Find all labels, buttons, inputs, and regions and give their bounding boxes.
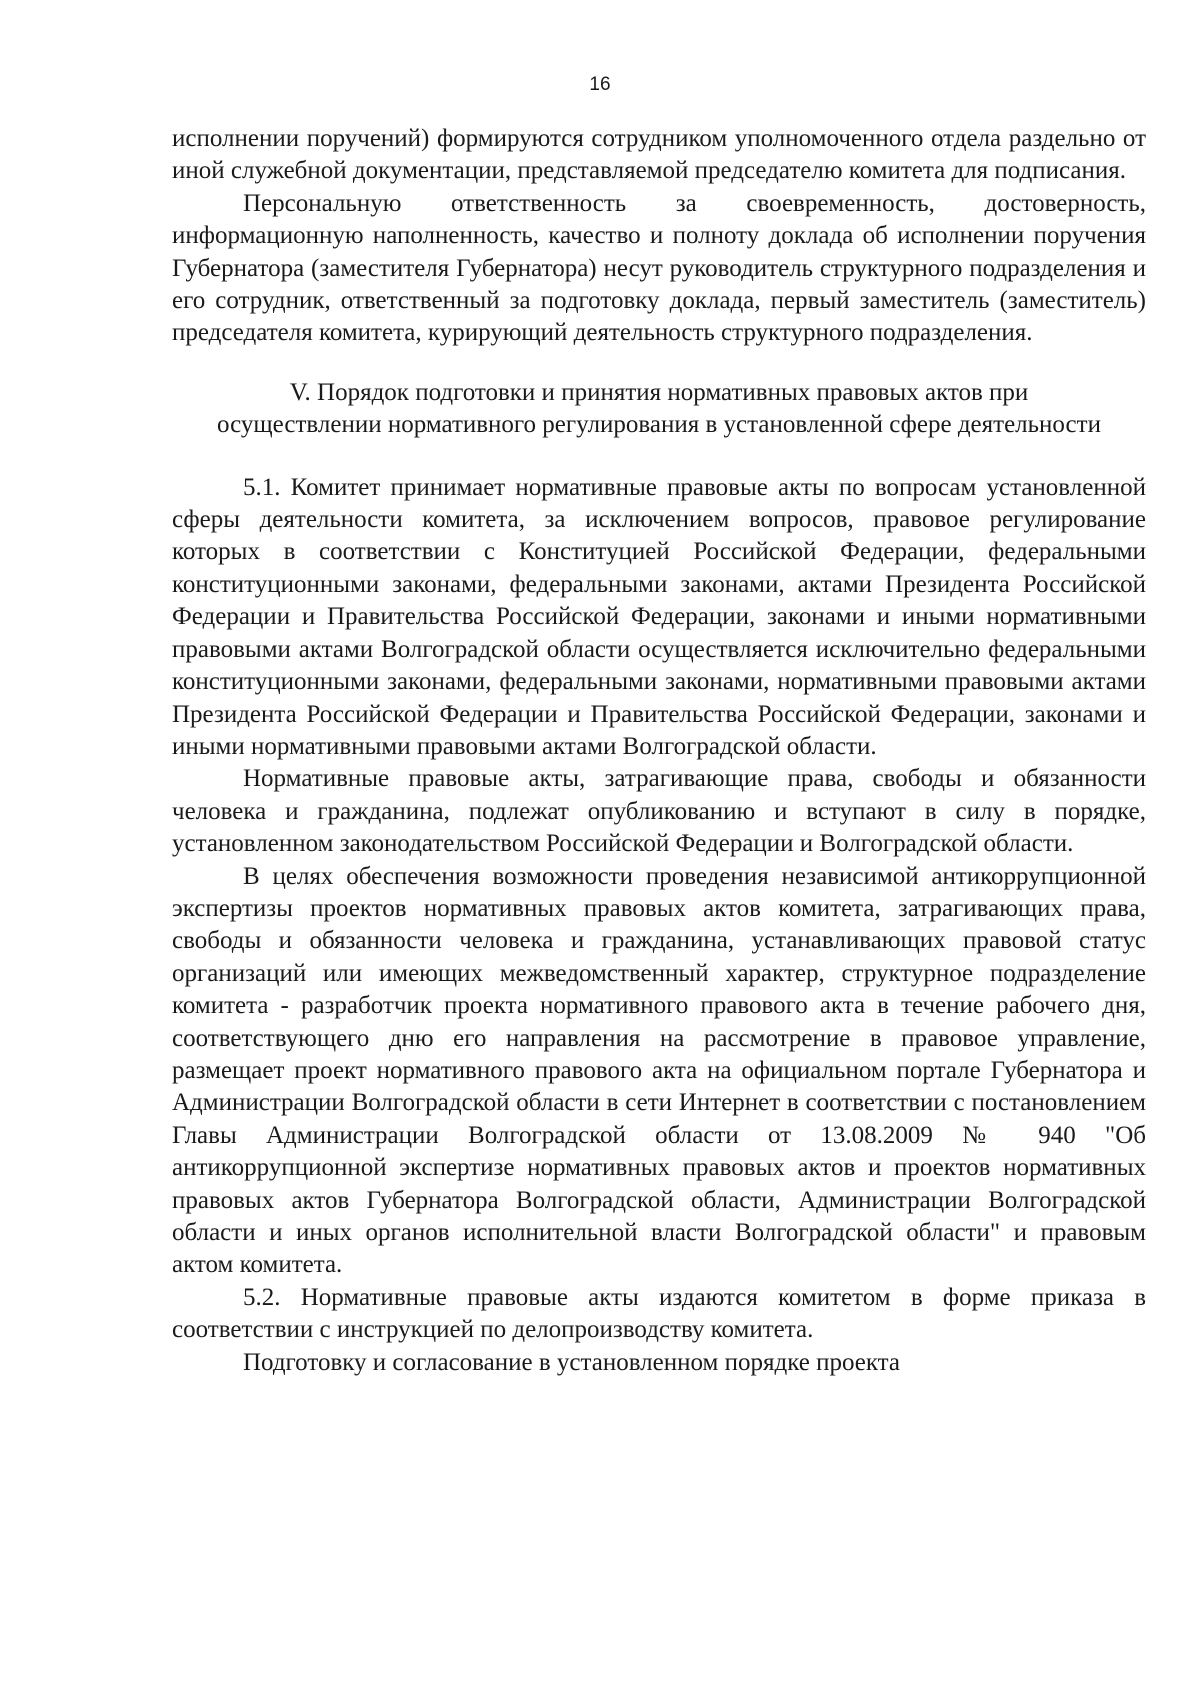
paragraph-5-2: 5.2. Нормативные правовые акты издаются комитетом в форме приказа в соответствии с инструкцией по делопроизводству комитета. (172, 1283, 1146, 1344)
document-body (172, 123, 1146, 1379)
paragraph-continuation: исполнении поручений) формируются сотрудником уполномоченного отдела раздельно от иной служебной документации, представляемой председателю комитета для подписания. (172, 125, 1146, 185)
paragraph-anticorruption: В целях обеспечения возможности проведения независимой антикоррупционной экспертизы проектов нормативных правовых актов комитета, затрагивающих права, свободы и обязанности человека и гражданина, устанавливающих правовой статус организаций или имеющих межведомственный характер, структурное подразделение комитета - разработчик проекта нормативного правового акта в течение рабочего дня, соответствующего дню его направления на рассмотрение в правовое управление, размещает проект нормативного правового акта на официальном портале Губернатора и Администрации Волгоградской области в сети Интернет в соответствии с постановлением Главы Администрации Волгоградской области от 13.08.2009 № 940 "Об антикоррупционной экспертизе нормативных правовых актов и проектов нормативных правовых актов Губернатора Волгоградской области, Администрации Волгоградской области и иных органов исполнительной власти Волгоградской области" и правовым актом комитета. (172, 862, 1146, 1279)
page-number: 16 (589, 74, 611, 95)
paragraph-responsibility: Персональную ответственность за своевременность, достоверность, информационную наполненность, качество и полноту доклада об исполнении поручения Губернатора (заместителя Губернатора) несут руководитель структурного подразделения и его сотрудник, ответственный за подготовку доклада, первый заместитель (заместитель) председателя комитета, курирующий деятельность структурного подразделения. (172, 189, 1146, 347)
section-heading: V. Порядок подготовки и принятия нормативных правовых актов при осуществлении нормативного регулирования в установленной сфере деятельности (217, 378, 1101, 439)
paragraph-preparation: Подготовку и согласование в установленном порядке проекта (243, 1348, 900, 1376)
paragraph-5-1: 5.1. Комитет принимает нормативные правовые акты по вопросам установленной сферы деятельности комитета, за исключением вопросов, правовое регулирование которых в соответствии с Конституцией Российской Федерации, федеральными конституционными законами, федеральными законами, актами Президента Российской Федерации и Правительства Российской Федерации, законами и иными нормативными правовыми актами Волгоградской области осуществляется исключительно федеральными конституционными законами, федеральными законами, нормативными правовыми актами Президента Российской Федерации и Правительства Российской Федерации, законами и иными нормативными правовыми актами Волгоградской области. (172, 473, 1146, 760)
paragraph-publication: Нормативные правовые акты, затрагивающие права, свободы и обязанности человека и гражданина, подлежат опубликованию и вступают в силу в порядке, установленном законодательством Российской Федерации и Волгоградской области. (172, 765, 1146, 858)
